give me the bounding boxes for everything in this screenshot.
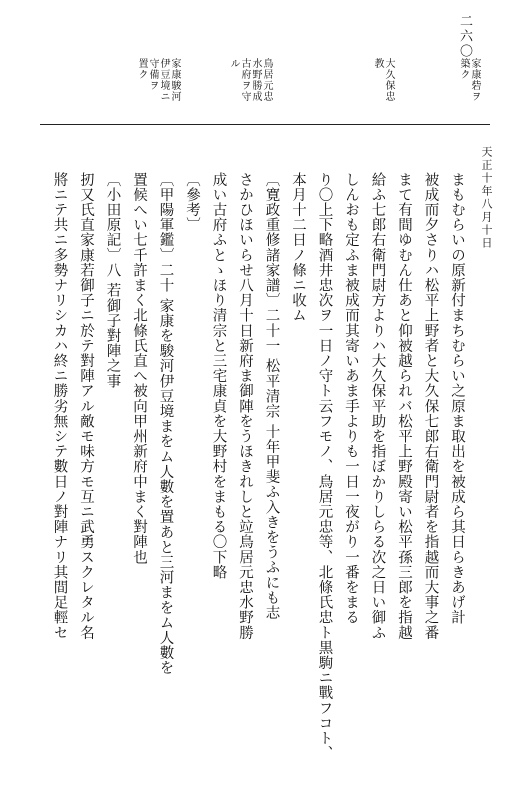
- margin-notes: [128, 58, 484, 130]
- margin-note: 大久保忠 教: [372, 58, 394, 102]
- margin-note: 鳥居元忠 水野勝成 古府ヲ守 ル: [228, 58, 272, 102]
- text-line: しんおも定ふま被成而其寄いあま手よりも一日一夜がり一番をまる: [343, 172, 359, 625]
- text-line: まて有間ゆむん仕あと仰被越られバ松平上野殿寄い松平孫三郎を指越: [396, 172, 412, 641]
- date-heading: 天正十年八月十日: [480, 146, 493, 250]
- text-line: さかひほいらせ八月十日新府ま御陣をうほきれしと竝鳥居元忠水野勝: [237, 172, 253, 641]
- page-number: 二六〇: [457, 14, 472, 59]
- text-line: まもむらいの原新付まちむらい之原ま取出を被成ら其日らきあげ計: [449, 172, 465, 625]
- margin-note: 家康駿河 伊豆境ニ 守備ヲ 置ク: [136, 58, 180, 102]
- text-line: 成い古府ふとゝほり清宗と三宅康貞を大野村をまもる〇下略: [210, 172, 227, 580]
- text-line: 〔小田原記〕八 若御子對陣之事: [104, 172, 121, 389]
- text-line: 置候へい七千許まく北條氏直へ被向甲州新府中まく對陣也: [131, 172, 147, 565]
- text-line: 扨又氏直家康若御子ニ於テ對陣アル敵モ味方モ互ニ武勇スクレタル名: [78, 172, 94, 641]
- text-line: 〔寛政重修諸家譜〕二十一 松平清宗 十年甲斐ふ入きをうふにも志: [263, 172, 280, 621]
- text-line: り〇上下略酒井忠次ヲ一日ノ守ト云フモノ、鳥居元忠等、北條氏忠ト黒駒ニ戰フコト、本月十二日ノ條ニ收ム: [290, 172, 333, 761]
- text-line: 將ニテ共ニ多勢ナリシカハ終ニ勝劣無シテ數日ノ對陣ナリ其間足輕セ: [51, 172, 68, 641]
- text-line: 被成而夕さりハ松平上野者と大久保七郎右衛門尉者を指越而大事之番: [422, 172, 439, 641]
- text-line: 給ふ七郎右衛門尉方よりハ大久保平助を指ぼかりしらる次之日い御ふ: [369, 172, 386, 641]
- section-heading: 〔參考〕: [184, 172, 200, 233]
- body-text: [38, 172, 470, 772]
- margin-note: 家康砦ヲ 築ク: [458, 58, 480, 102]
- text-line: 〔甲陽軍鑑〕二十 家康を駿河伊豆境まをム人數を置あと三河まをム人數を: [157, 172, 174, 676]
- header-rule: [40, 124, 490, 125]
